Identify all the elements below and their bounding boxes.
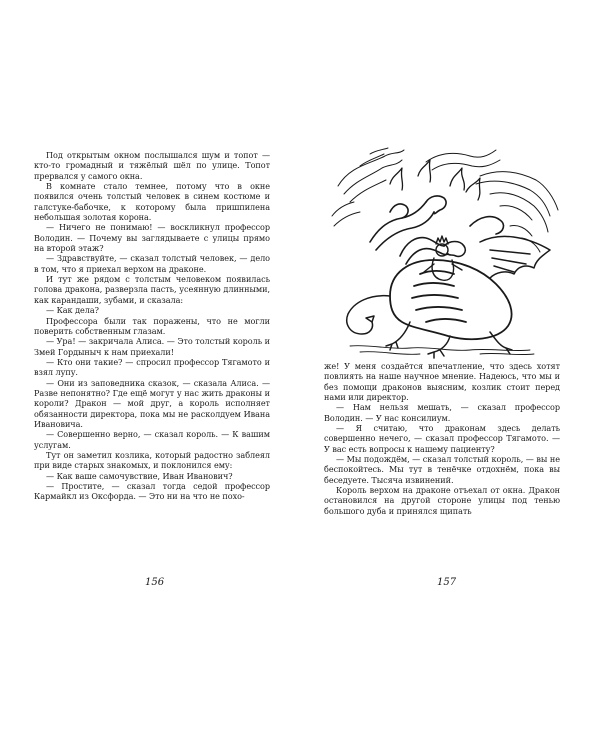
paragraph: — Мы подождём, — сказал толстый король, — вы не беспокойтесь. Мы тут в тенёчке отдохнём, пока вы беседуете. Тысяча извинений. [324, 454, 560, 485]
dragon-illustration-icon [330, 146, 562, 360]
paragraph: — Как ваше самочувствие, Иван Иванович? [46, 470, 233, 481]
paragraph: — Они из заповедника сказок, — сказала Алиса. — Разве непонятно? Где ещё могут у нас жить драконы и короли? Дракон — мой друг, а король исполняет обязанности директора, пока мы не расколдуем Ивана Ивановича. [34, 377, 270, 429]
paragraph: — Здравствуйте, — сказал толстый человек, — дело в том, что я приехал верхом на драконе. [34, 253, 270, 274]
paragraph: — Простите, — сказал тогда седой профессор Кармайкл из Оксфорда. — Это ни на что не похо- [34, 481, 270, 502]
paragraph: Король верхом на драконе отъехал от окна. Дракон остановился на другой стороне улицы под тенью большого дуба и принялся щипать [324, 485, 560, 516]
paragraph: — Ура! — закричала Алиса. — Это толстый король и Змей Гордыныч к нам приехали! [34, 336, 270, 357]
paragraph: — Я считаю, что драконам здесь делать совершенно нечего, — сказал профессор Тягамото. — У вас есть вопросы к нашему пациенту? [324, 423, 560, 454]
page-number-left: 156 [145, 577, 165, 588]
left-page-text [34, 150, 270, 502]
paragraph: И тут же рядом с толстым человеком появилась голова дракона, разверзла пасть, усеянную длинными, как карандаши, зубами, и сказала: [34, 274, 270, 305]
right-page-text [324, 361, 560, 516]
paragraph: Профессора были так поражены, что не могли поверить собственным глазам. [34, 315, 270, 336]
paragraph: — Как дела? [46, 305, 99, 316]
paragraph: — Ничего не понимаю! — воскликнул профессор Володин. — Почему вы заглядываете с улицы прямо на второй этаж? [34, 222, 270, 254]
paragraph: Под открытым окном послышался шум и топот — кто-то громадный и тяжёлый шёл по улице. Топот прервался у самого окна. [34, 150, 270, 181]
paragraph: Тут он заметил козлика, который радостно заблеял при виде старых знакомых, и поклонился ему: [34, 449, 270, 471]
paragraph: — Нам нельзя мешать, — сказал профессор Володин. — У нас консилиум. [324, 402, 560, 423]
page-number-right: 157 [437, 577, 457, 588]
paragraph: В комнате стало темнее, потому что в окне появился очень толстый человек в синем костюме и галстуке-бабочке, к которому была пришпилена небольшая золотая корона. [34, 181, 270, 223]
paragraph: — Кто они такие? — спросил профессор Тягамото и взял лупу. [34, 356, 270, 378]
paragraph: же! У меня создаётся впечатление, что здесь хотят повлиять на наше научное мнение. Надеюсь, что мы и без помощи драконов выясним, козлик стоит перед нами или директор. [324, 361, 560, 403]
paragraph: — Совершенно верно, — сказал король. — К вашим услугам. [34, 429, 270, 450]
